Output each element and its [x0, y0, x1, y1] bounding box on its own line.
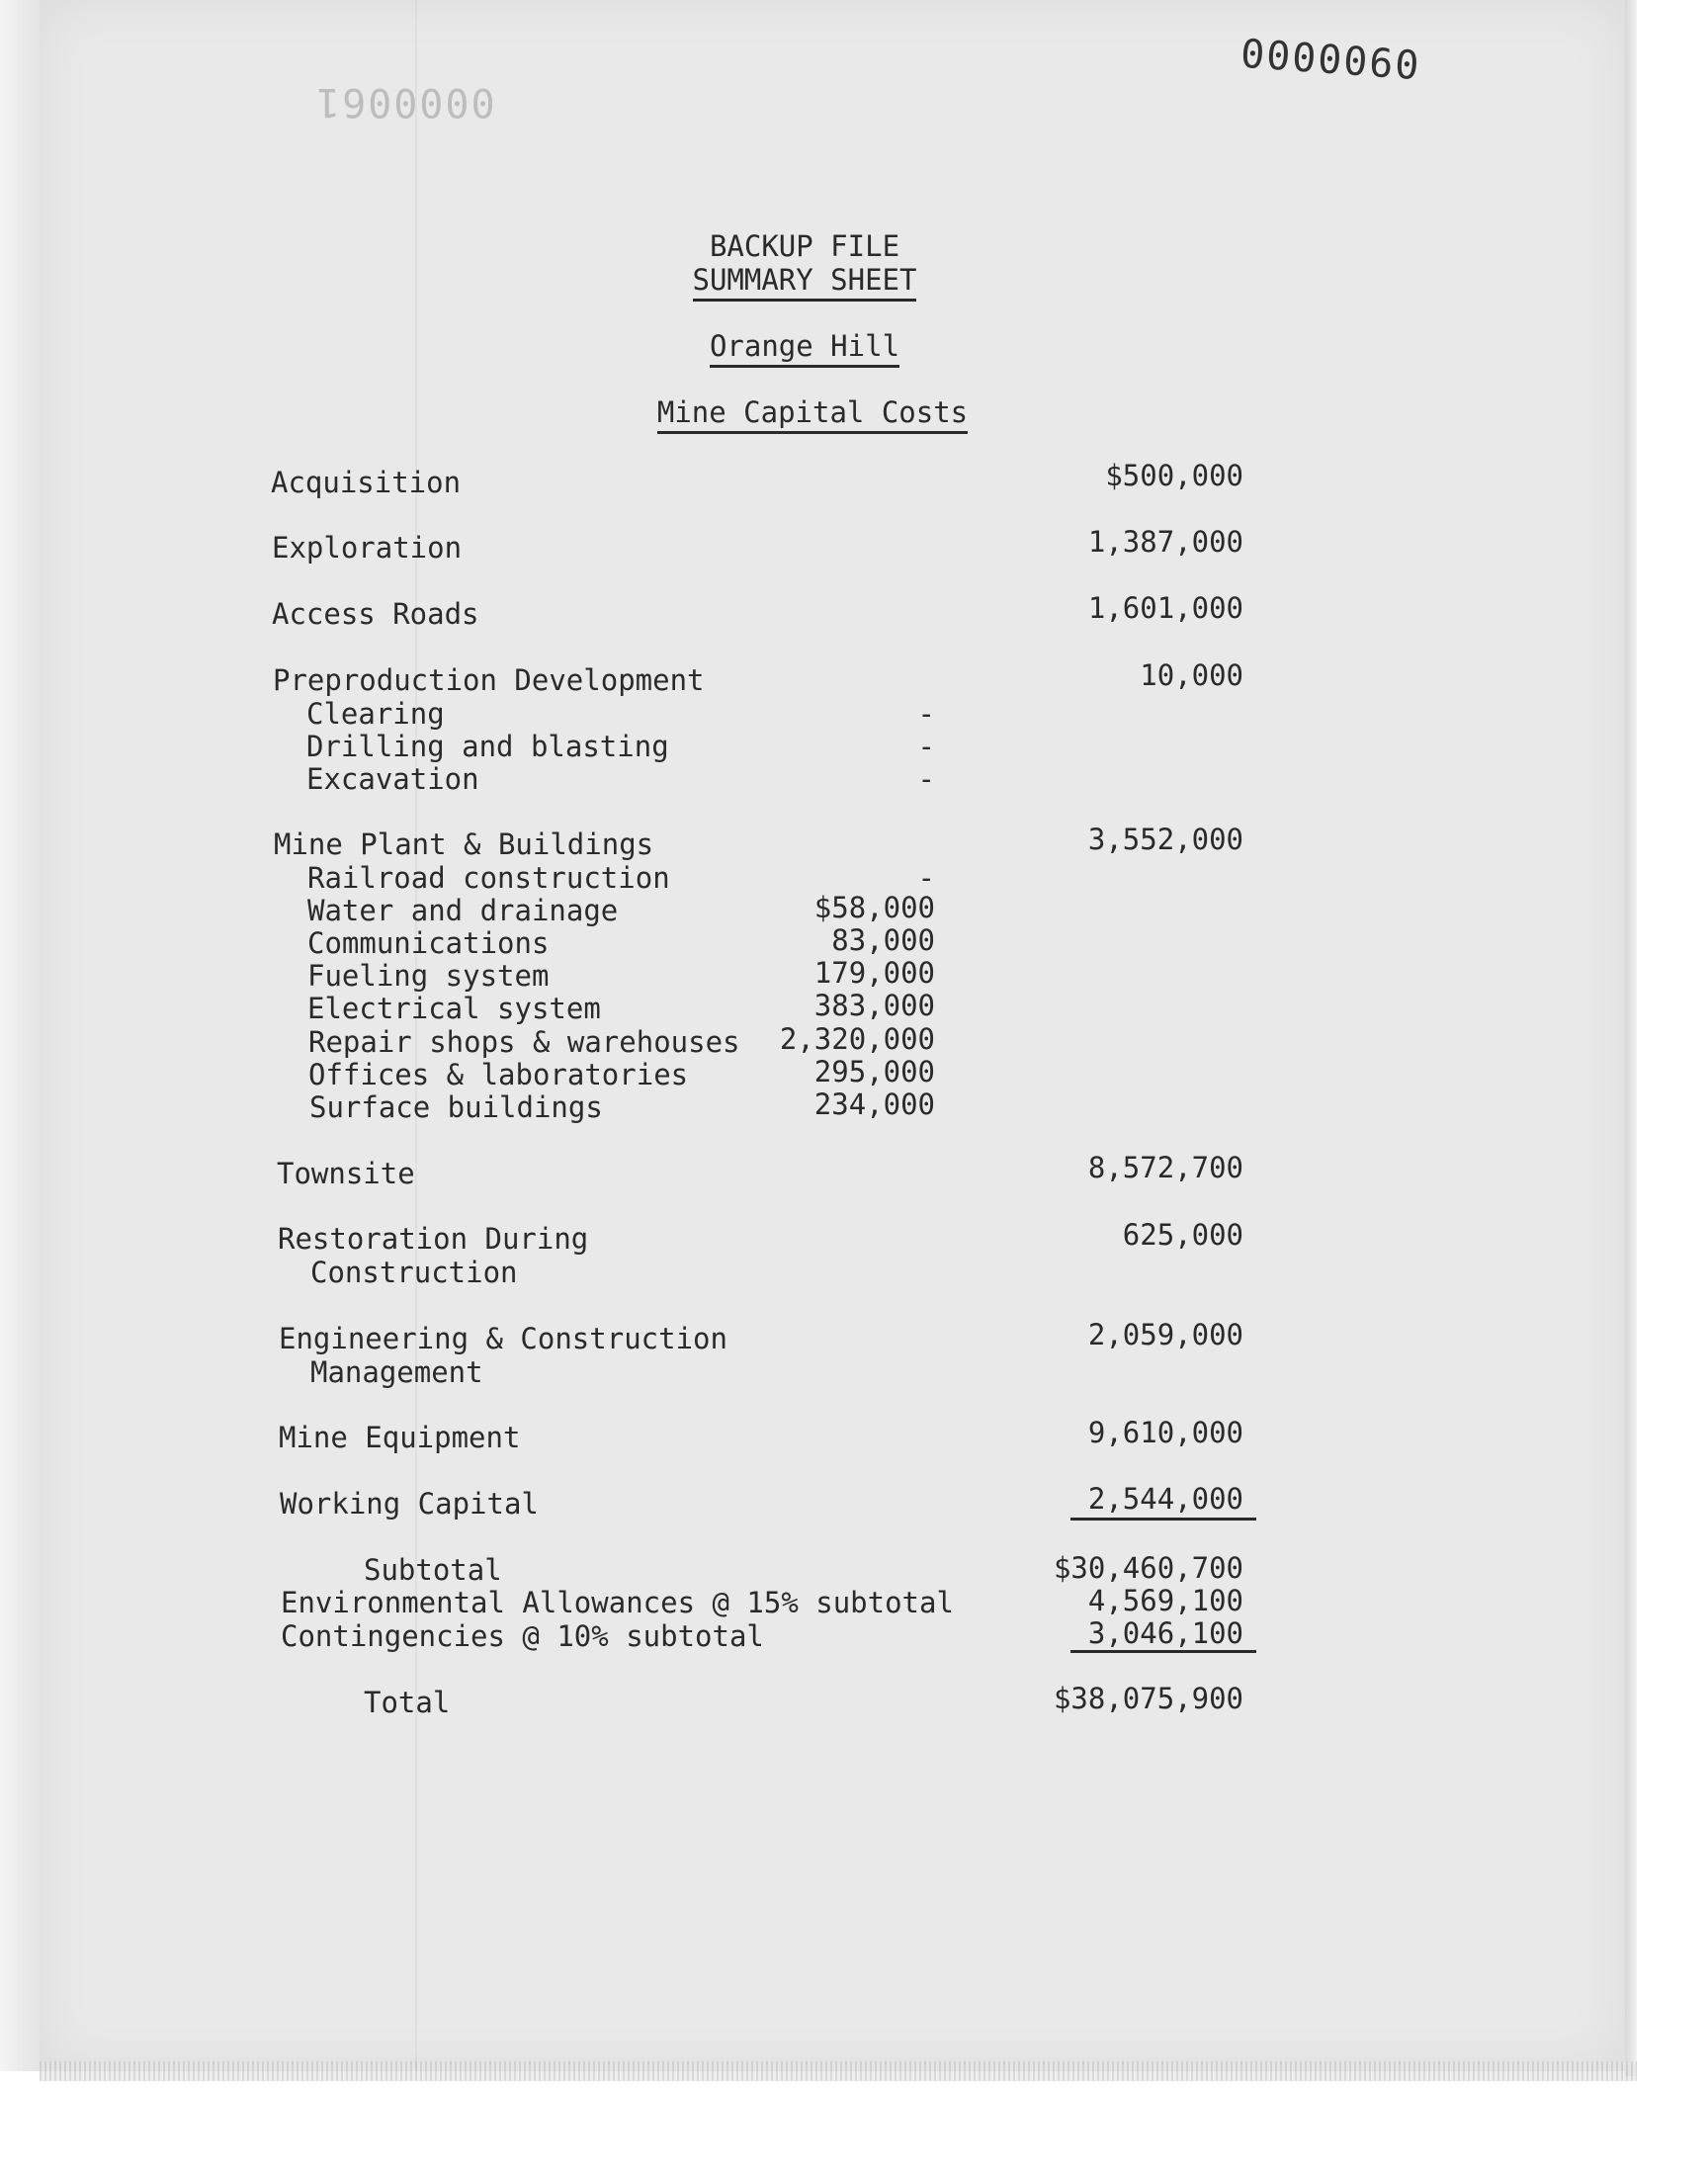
engineering-amount: 2,059,000 — [1087, 1318, 1243, 1351]
total-amount: $38,075,900 — [1053, 1682, 1243, 1715]
exploration-label: Exploration — [272, 531, 463, 565]
clearing-amount: - — [917, 697, 935, 731]
electrical-amount: 383,000 — [813, 989, 935, 1022]
surface-buildings-label: Surface buildings — [309, 1090, 603, 1124]
contingencies-label: Contingencies @ 10% subtotal — [281, 1619, 764, 1653]
railroad-amount: - — [917, 861, 935, 895]
engineering-label-cont: Management — [310, 1355, 483, 1389]
sheet-left-edge — [0, 0, 40, 2071]
exploration-amount: 1,387,000 — [1087, 525, 1243, 559]
contingencies-amount: 3,046,100 — [1087, 1616, 1243, 1650]
sheet-right-edge — [1625, 0, 1637, 2076]
preproduction-label: Preproduction Development — [273, 663, 705, 697]
engineering-label: Engineering & Construction — [279, 1322, 727, 1355]
scan-bottom-strip — [40, 2061, 1637, 2081]
restoration-amount: 625,000 — [1122, 1218, 1243, 1252]
header-backup-file: BACKUP FILE — [709, 229, 900, 263]
drilling-blasting-amount: - — [917, 730, 935, 763]
total-rule — [1070, 1650, 1256, 1653]
total-label: Total — [364, 1686, 451, 1719]
environmental-amount: 4,569,100 — [1087, 1584, 1243, 1617]
electrical-label: Electrical system — [307, 992, 601, 1025]
mine-equipment-label: Mine Equipment — [279, 1421, 521, 1454]
surface-buildings-amount: 234,000 — [813, 1088, 935, 1121]
mine-plant-label: Mine Plant & Buildings — [274, 827, 654, 861]
repair-shops-label: Repair shops & warehouses — [308, 1025, 740, 1059]
repair-shops-amount: 2,320,000 — [779, 1022, 935, 1056]
communications-amount: 83,000 — [831, 923, 935, 957]
restoration-label-cont: Construction — [310, 1256, 518, 1289]
fueling-label: Fueling system — [307, 959, 550, 993]
mine-equipment-amount: 9,610,000 — [1087, 1416, 1243, 1449]
access-roads-amount: 1,601,000 — [1087, 591, 1243, 625]
water-drainage-label: Water and drainage — [307, 894, 619, 927]
restoration-label: Restoration During — [278, 1222, 589, 1256]
clearing-label: Clearing — [306, 697, 445, 731]
drilling-blasting-label: Drilling and blasting — [306, 730, 669, 763]
subtotal-amount: $30,460,700 — [1053, 1551, 1243, 1585]
header-subject: Mine Capital Costs — [516, 395, 1109, 434]
townsite-amount: 8,572,700 — [1087, 1151, 1243, 1184]
excavation-label: Excavation — [306, 762, 479, 796]
environmental-label: Environmental Allowances @ 15% subtotal — [281, 1586, 954, 1619]
header-summary-sheet: SUMMARY SHEET — [508, 263, 1101, 302]
acquisition-label: Acquisition — [271, 466, 462, 499]
townsite-label: Townsite — [277, 1157, 415, 1190]
communications-label: Communications — [307, 926, 550, 960]
offices-labs-label: Offices & laboratories — [308, 1058, 689, 1091]
excavation-amount: - — [917, 762, 935, 796]
faded-page-number-stamp: 0000061 — [314, 79, 495, 125]
fueling-amount: 179,000 — [813, 956, 935, 990]
working-capital-amount: 2,544,000 — [1087, 1482, 1243, 1516]
header-project-name: Orange Hill — [508, 329, 1101, 368]
water-drainage-amount: $58,000 — [813, 891, 935, 924]
acquisition-amount: $500,000 — [1105, 459, 1243, 492]
offices-labs-amount: 295,000 — [813, 1055, 935, 1088]
preproduction-amount: 10,000 — [1140, 658, 1243, 692]
railroad-label: Railroad construction — [307, 861, 670, 895]
subtotal-rule — [1070, 1518, 1256, 1521]
page-number-stamp: 0000060 — [1238, 31, 1422, 90]
working-capital-label: Working Capital — [280, 1487, 539, 1521]
mine-plant-amount: 3,552,000 — [1087, 823, 1243, 856]
access-roads-label: Access Roads — [272, 597, 479, 631]
subtotal-label: Subtotal — [364, 1553, 502, 1587]
